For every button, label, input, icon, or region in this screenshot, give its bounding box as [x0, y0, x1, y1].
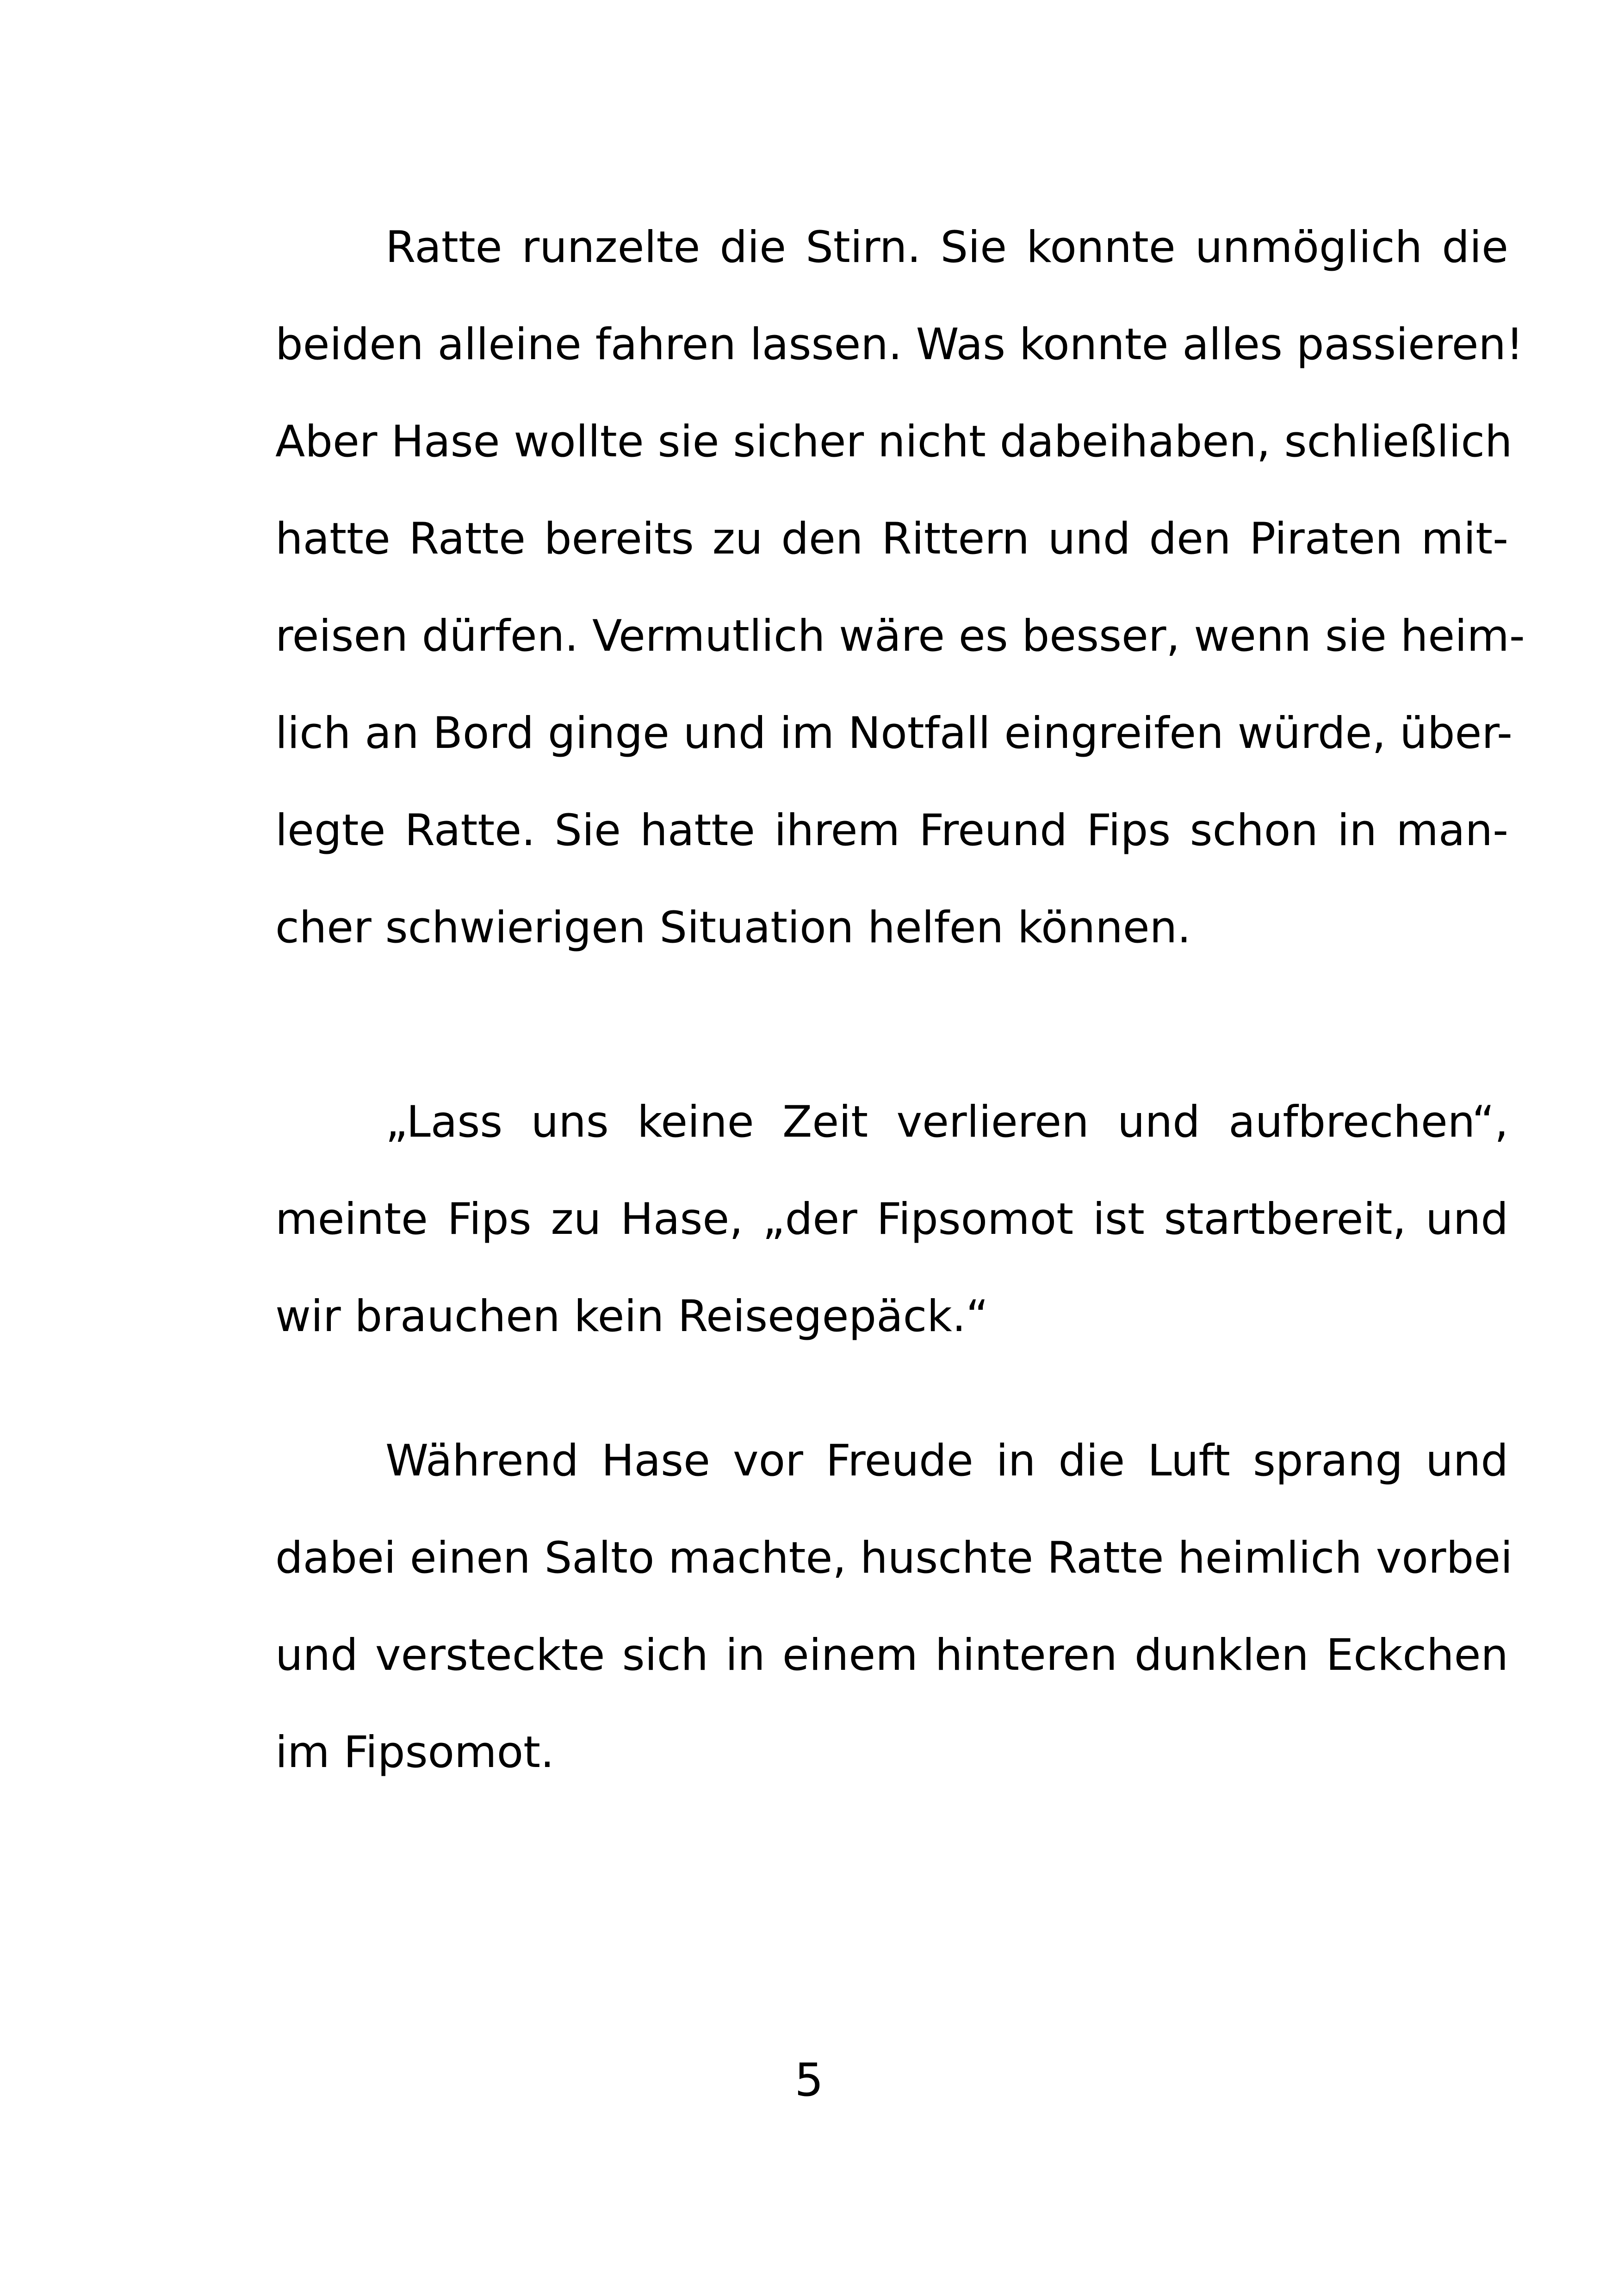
text-line: Aber Hase wollte sie sicher nicht dabeihaben, schließlich — [275, 417, 1513, 467]
paragraph-3 — [275, 1412, 1513, 1801]
text-line: reisen dürfen. Vermutlich wäre es besser, wenn sie heim- — [275, 611, 1525, 661]
text-line: dabei einen Salto machte, huschte Ratte heimlich vorbei — [275, 1533, 1513, 1583]
paragraph-1 — [275, 199, 1525, 977]
text-line: cher schwierigen Situation helfen können. — [275, 902, 1191, 953]
page-number: 5 — [794, 2054, 824, 2107]
text-line: lich an Bord ginge und im Notfall eingreifen würde, über- — [275, 708, 1513, 759]
text-line: legte Ratte. Sie hatte ihrem Freund Fips schon in man- — [275, 805, 1508, 856]
text-line: hatte Ratte bereits zu den Rittern und den Piraten mit- — [275, 514, 1508, 564]
text-line: beiden alleine fahren lassen. Was konnte alles passieren! — [275, 319, 1524, 370]
text-line: wir brauchen kein Reisegepäck.“ — [275, 1291, 989, 1342]
text-line: im Fipsomot. — [275, 1727, 554, 1778]
text-line: und versteckte sich in einem hinteren dunklen Eckchen — [275, 1630, 1508, 1680]
text-line: „Lass uns keine Zeit verlieren und aufbrechen“, — [385, 1097, 1508, 1147]
text-line: Ratte runzelte die Stirn. Sie konnte unmöglich die — [385, 222, 1508, 273]
paragraph-2 — [275, 1074, 1508, 1365]
text-line: Während Hase vor Freude in die Luft sprang und — [385, 1436, 1508, 1486]
text-line: meinte Fips zu Hase, „der Fipsomot ist startbereit, und — [275, 1194, 1508, 1244]
